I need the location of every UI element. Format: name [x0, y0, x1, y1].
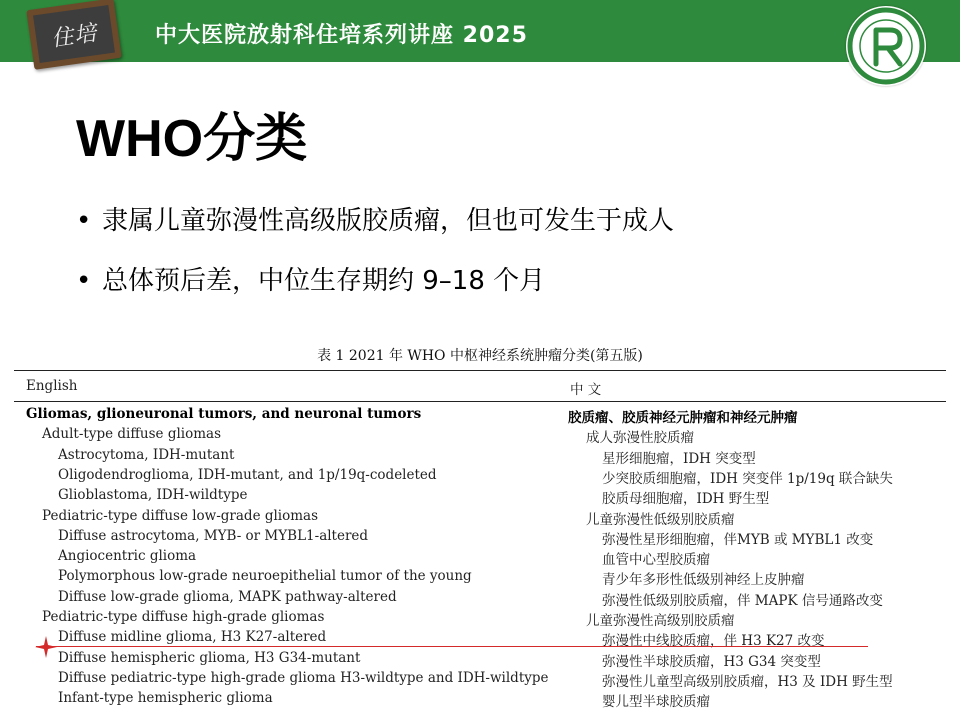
table-cell-english: Diffuse pediatric-type high-grade glioma H3-wildtype and IDH-wildtype	[58, 669, 549, 686]
header-english: English	[26, 378, 78, 394]
bullet-dot-icon: •	[76, 266, 92, 296]
table-cell-chinese: 婴儿型半球胶质瘤	[602, 694, 710, 711]
table-row	[0, 528, 960, 548]
table-cell-english: Angiocentric glioma	[58, 548, 197, 565]
header-chinese: 中 文	[570, 382, 602, 398]
table-row	[0, 487, 960, 507]
who-classification-table	[0, 345, 960, 720]
table-cell-chinese: 血管中心型胶质瘤	[602, 552, 710, 569]
slide-title: WHO分类	[76, 110, 308, 168]
table-cell-english: Glioblastoma, IDH-wildtype	[58, 487, 248, 504]
table-cell-chinese: 弥漫性星形细胞瘤，伴MYB 或 MYBL1 改变	[602, 531, 874, 548]
table-header-row	[0, 378, 960, 398]
bullet-text: 隶属儿童弥漫性高级版胶质瘤，但也可发生于成人	[102, 206, 675, 236]
table-cell-chinese: 少突胶质细胞瘤，IDH 突变伴 1p/19q 联合缺失	[602, 470, 893, 487]
banner-title: 中大医院放射科住培系列讲座 2025	[155, 23, 528, 48]
bullet-dot-icon: •	[76, 206, 92, 236]
table-cell-chinese: 儿童弥漫性低级别胶质瘤	[586, 511, 735, 528]
table-cell-chinese: 弥漫性中线胶质瘤，伴 H3 K27 改变	[602, 633, 825, 650]
table-cell-english: Infant-type hemispheric glioma	[58, 690, 273, 707]
table-cell-english: Diffuse hemispheric glioma, H3 G34-mutant	[58, 649, 361, 666]
table-cell-english: Diffuse low-grade glioma, MAPK pathway-altered	[58, 588, 397, 605]
table-cell-chinese: 成人弥漫性胶质瘤	[586, 430, 694, 447]
table-row	[0, 548, 960, 568]
table-row	[0, 447, 960, 467]
star-marker-icon	[34, 635, 58, 663]
table-cell-english: Diffuse astrocytoma, MYB- or MYBL1-altered	[58, 527, 369, 544]
table-row	[0, 650, 960, 670]
table-cell-english: Astrocytoma, IDH-mutant	[58, 446, 235, 463]
table-row	[0, 690, 960, 710]
bullet-item	[76, 260, 545, 297]
table-row	[0, 670, 960, 690]
table-cell-english: Oligodendroglioma, IDH-mutant, and 1p/19q-codeleted	[58, 466, 437, 483]
table-row	[0, 406, 960, 426]
table-row	[0, 568, 960, 588]
table-cell-chinese: 胶质瘤、胶质神经元肿瘤和神经元肿瘤	[568, 410, 798, 426]
table-cell-english: Diffuse midline glioma, H3 K27-altered	[58, 629, 327, 646]
highlight-underline	[36, 646, 868, 647]
header-banner	[0, 0, 960, 62]
table-cell-english: Polymorphous low-grade neuroepithelial tumor of the young	[58, 568, 472, 585]
badge-text: 住培	[33, 5, 115, 63]
table-row	[0, 589, 960, 609]
table-cell-chinese: 胶质母细胞瘤，IDH 野生型	[602, 491, 770, 508]
table-top-rule	[14, 370, 946, 371]
badge	[26, 0, 121, 70]
table-row	[0, 609, 960, 629]
table-cell-chinese: 弥漫性低级别胶质瘤，伴 MAPK 信号通路改变	[602, 592, 883, 609]
table-row	[0, 467, 960, 487]
table-cell-english: Adult-type diffuse gliomas	[42, 426, 222, 443]
table-cell-chinese: 青少年多形性低级别神经上皮肿瘤	[602, 572, 805, 589]
table-header-rule	[14, 401, 946, 402]
table-cell-chinese: 星形细胞瘤，IDH 突变型	[602, 450, 756, 467]
table-cell-chinese: 弥漫性儿童型高级别胶质瘤，H3 及 IDH 野生型	[602, 673, 893, 690]
table-row	[0, 508, 960, 528]
table-cell-english: Gliomas, glioneuronal tumors, and neuronal tumors	[26, 406, 422, 422]
table-cell-english: Pediatric-type diffuse high-grade gliomas	[42, 609, 325, 625]
table-caption: 表 1 2021 年 WHO 中枢神经系统肿瘤分类(第五版)	[317, 348, 643, 364]
bullet-text: 总体预后差，中位生存期约 9–18 个月	[102, 266, 546, 296]
table-cell-english: Pediatric-type diffuse low-grade gliomas	[42, 507, 319, 524]
table-cell-chinese: 儿童弥漫性高级别胶质瘤	[586, 613, 735, 629]
table-cell-chinese: 弥漫性半球胶质瘤，H3 G34 突变型	[602, 653, 821, 670]
bullet-item	[76, 200, 674, 237]
table-row	[0, 426, 960, 446]
hospital-logo-icon	[846, 6, 926, 86]
